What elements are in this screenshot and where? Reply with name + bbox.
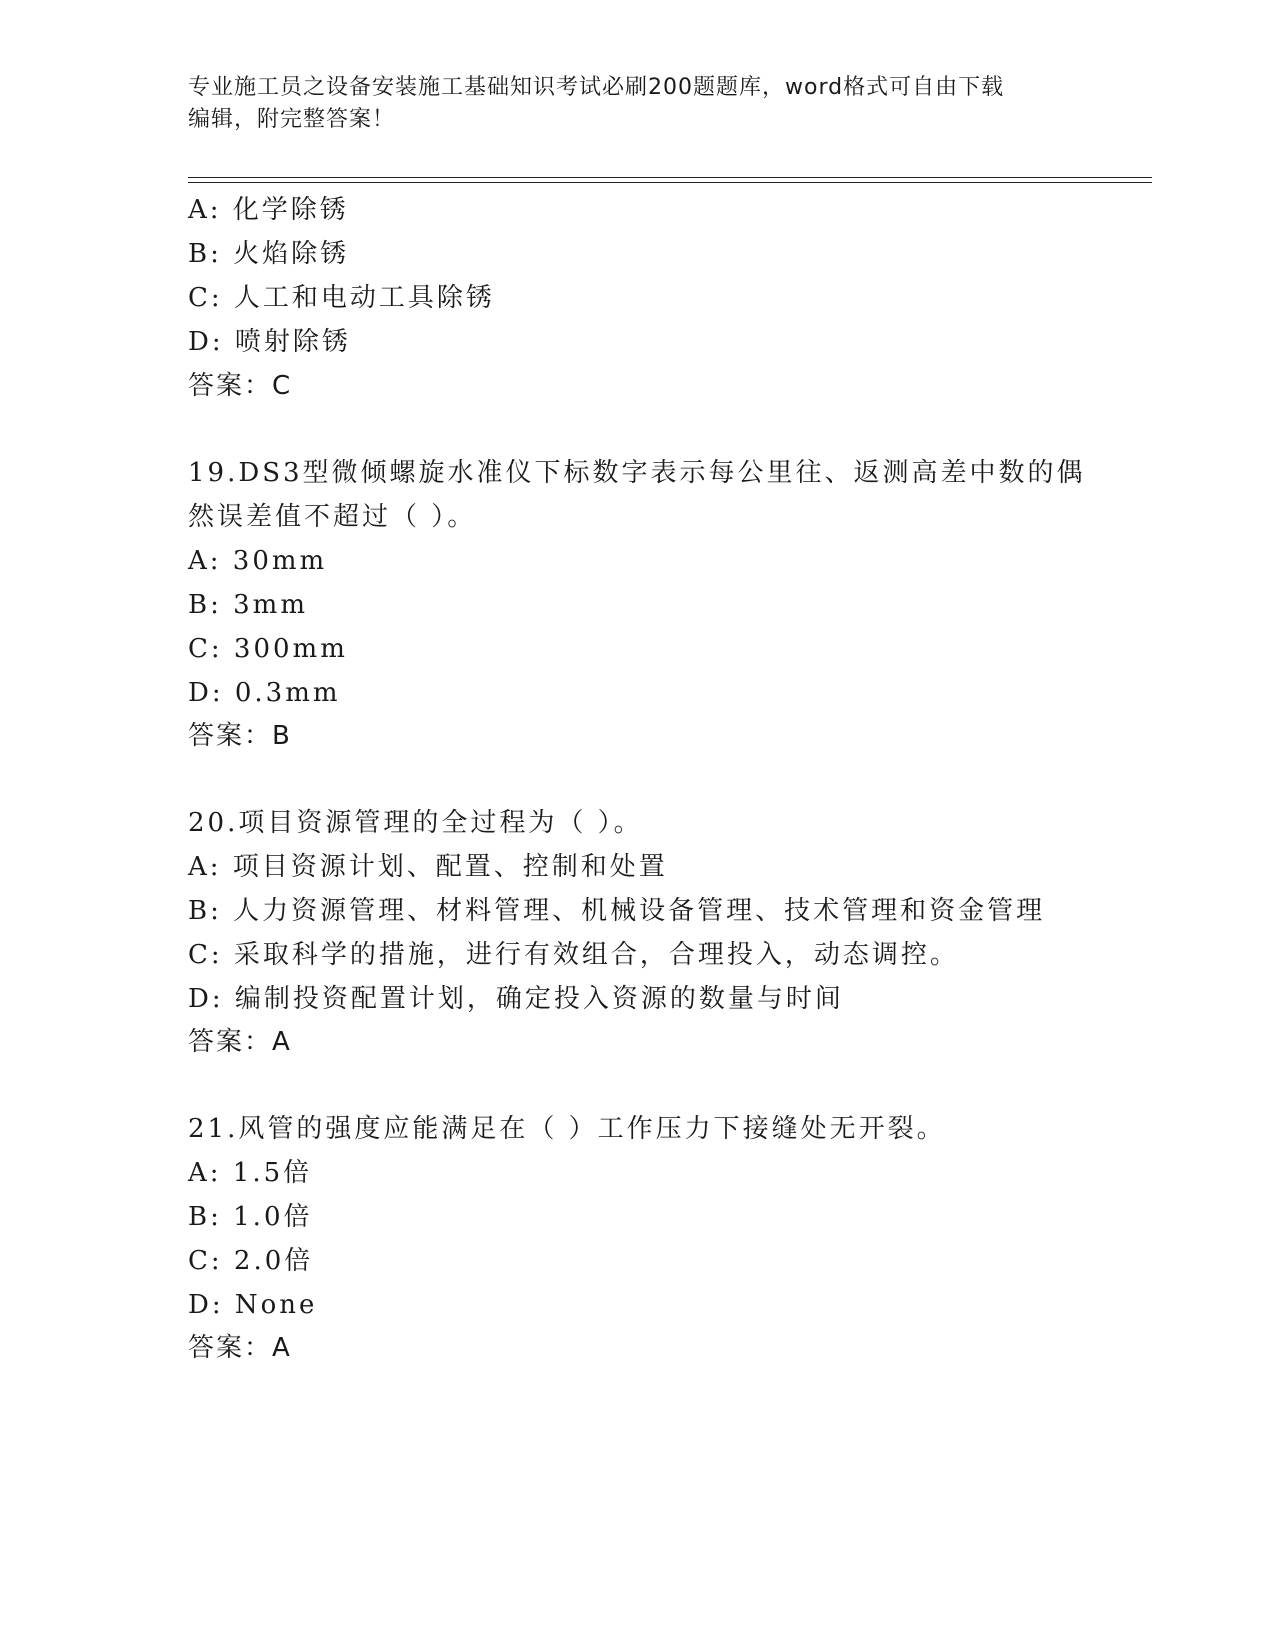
q20-stem-line-1: 20.项目资源管理的全过程为（ ）。 — [188, 808, 643, 838]
q21-option-c: C: 2.0倍 — [188, 1246, 314, 1276]
q18-option-c: C: 人工和电动工具除锈 — [188, 283, 495, 313]
header-divider-bottom — [188, 182, 1152, 183]
q18-answer: 答案：C — [188, 371, 293, 401]
q19-option-c: C: 300mm — [188, 634, 348, 664]
q20-option-a: A: 项目资源计划、配置、控制和处置 — [188, 852, 668, 882]
q21-option-a: A: 1.5倍 — [188, 1158, 313, 1188]
q19-option-b: B: 3mm — [188, 590, 308, 620]
q18-option-a: A: 化学除锈 — [188, 195, 349, 225]
q21-option-b: B: 1.0倍 — [188, 1202, 313, 1232]
q21-answer: 答案：A — [188, 1333, 292, 1363]
q20-option-b: B: 人力资源管理、材料管理、机械设备管理、技术管理和资金管理 — [188, 896, 1046, 926]
q19-option-d: D: 0.3mm — [188, 678, 341, 708]
q18-option-b: B: 火焰除锈 — [188, 239, 350, 269]
q21-option-d: D: None — [188, 1290, 318, 1320]
q19-stem-line-2: 然误差值不超过（ ）。 — [188, 502, 477, 532]
header-line-1: 专业施工员之设备安装施工基础知识考试必刷200题题库，word格式可自由下载 — [188, 75, 1005, 100]
q20-option-c: C: 采取科学的措施，进行有效组合，合理投入，动态调控。 — [188, 940, 959, 970]
q20-answer: 答案：A — [188, 1027, 292, 1057]
q20-option-d: D: 编制投资配置计划，确定投入资源的数量与时间 — [188, 984, 844, 1014]
header-line-2: 编辑，附完整答案！ — [188, 107, 396, 132]
q18-option-d: D: 喷射除锈 — [188, 327, 351, 357]
q19-option-a: A: 30mm — [188, 546, 328, 576]
document-header — [188, 72, 1088, 136]
q21-stem-line-1: 21.风管的强度应能满足在（ ）工作压力下接缝处无开裂。 — [188, 1114, 946, 1144]
q19-stem-line-1: 19.DS3型微倾螺旋水准仪下标数字表示每公里往、返测高差中数的偶 — [188, 458, 1086, 488]
q19-answer: 答案：B — [188, 721, 292, 751]
header-divider-top — [188, 177, 1152, 178]
